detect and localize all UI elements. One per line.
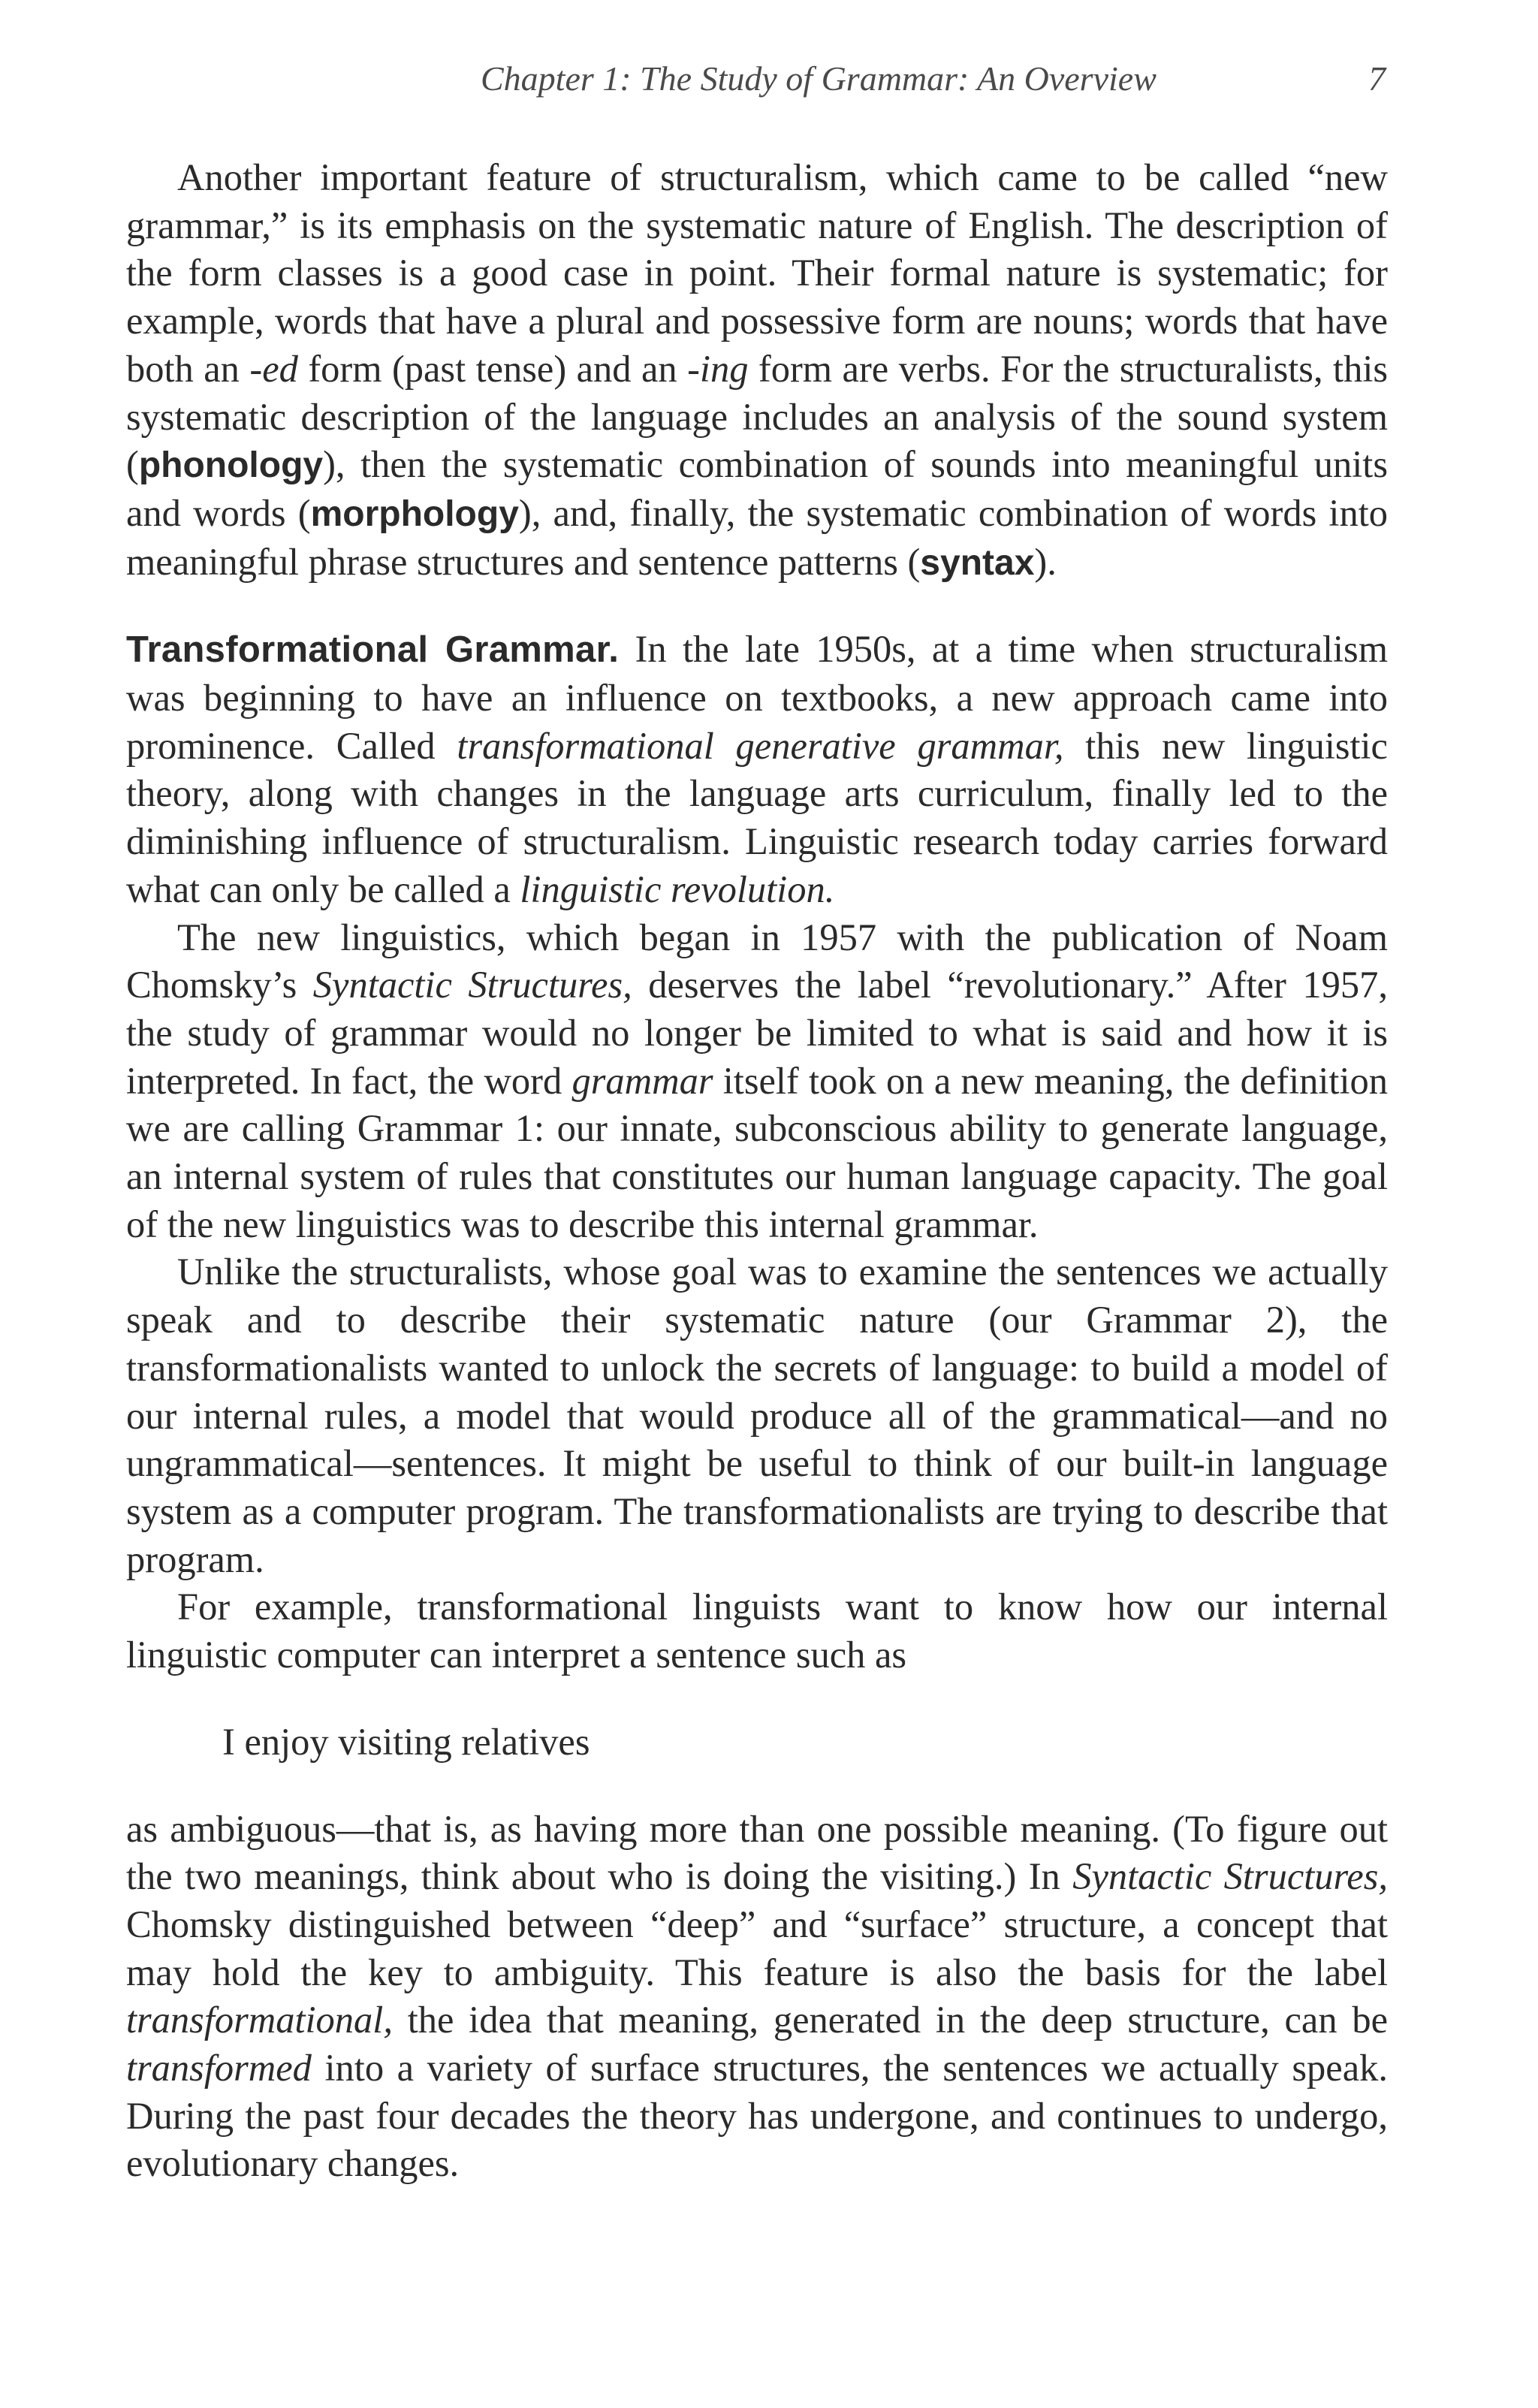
text-run: ), then the systematic combination of sounds into meaningful units and words ( (126, 443, 1388, 534)
text-run: ), and, finally, the systematic combination of words into meaningful phrase structures and sentence patterns ( (126, 491, 1388, 583)
paragraph-new-grammar (126, 154, 1388, 587)
body-text (126, 154, 1388, 2188)
text-run: The new linguistics, which began in 1957 with the publication of Noam Chomsky’s (126, 916, 1388, 1006)
italic-term-ed: -ed (249, 347, 298, 390)
paragraph-for-example: For example, transformational linguists want to know how our internal linguistic computer can interpret a sentence such as (126, 1586, 1388, 1676)
paragraph-ambiguous (126, 1806, 1388, 2189)
paragraph-transformational-grammar (126, 626, 1388, 913)
italic-term-ing: -ing (687, 347, 749, 390)
running-head-title: Chapter 1: The Study of Grammar: An Overview (481, 59, 1157, 98)
text-run: form are verbs. For the structuralists, this systematic description of the language includes an analysis of the sound system ( (126, 347, 1389, 486)
key-term-syntax: syntax (920, 542, 1035, 583)
italic-book-title: Syntactic Structures, (1072, 1855, 1388, 1898)
text-run: In the late 1950s, at a time when structuralism was beginning to have an influence on textbooks, a new approach came into prominence. Called (126, 628, 1388, 767)
text-run: into a variety of surface structures, the sentences we actually speak. During the past four decades the theory has undergone, and continues to undergo, evolutionary changes. (126, 2047, 1388, 2185)
page-number: 7 (1368, 59, 1386, 98)
text-run: ). (1034, 540, 1057, 583)
text-run: Another important feature of structuralism, which came to be called “new grammar,” is its emphasis on the systematic nature of English. The description of the form classes is a good case in point. Their formal nature is systematic; for example, words that have a plural and possessive form are nouns; words that have both an (126, 156, 1388, 390)
text-run: as ambiguous—that is, as having more than one possible meaning. (To figure out the two meanings, think about who is doing the visiting.) In (126, 1807, 1388, 1898)
example-sentence: I enjoy visiting relatives (222, 1720, 590, 1763)
key-term-morphology: morphology (310, 493, 519, 534)
italic-term: grammar (571, 1059, 713, 1102)
italic-term: transformational generative grammar, (457, 724, 1064, 767)
paragraph-new-linguistics (126, 914, 1388, 1249)
text-run: this new linguistic theory, along with changes in the language arts curriculum, finally led to the diminishing influence of structuralism. Linguistic research today carries forward what can only be called a (126, 724, 1388, 910)
text-run: deserves the label “revolutionary.” After 1957, the study of grammar would no longer be limited to what is said and how it is interpreted. In fact, the word (126, 964, 1388, 1102)
running-head (481, 59, 1386, 98)
text-run: the idea that meaning, generated in the deep structure, can be (392, 1999, 1388, 2041)
italic-book-title: Syntactic Structures, (312, 964, 632, 1006)
text-run: Chomsky distinguished between “deep” and “surface” structure, a concept that may hold the key to ambiguity. This feature is also the basis for the label (126, 1903, 1388, 1993)
text-run: form (past tense) and an (297, 347, 688, 390)
italic-term: transformational, (126, 1999, 393, 2041)
section-heading: Transformational Grammar. (126, 629, 620, 671)
key-term-phonology: phonology (138, 445, 324, 486)
text-run: itself took on a new meaning, the definition we are calling Grammar 1: our innate, subconscious ability to generate language, an internal system of rules that constitutes our human language capacity. The goal of the new linguistics was to describe this internal grammar. (126, 1059, 1388, 1245)
italic-term: linguistic revolution. (520, 868, 835, 910)
paragraph-structuralists: Unlike the structuralists, whose goal was to examine the sentences we actually speak and to describe their systematic nature (our Grammar 2), the transformationalists wanted to unlock the secrets of language: to build a model of our internal rules, a model that would produce all of the grammatical—and no ungrammatical—sentences. It might be useful to think of our built-in language system as a computer program. The transformationalists are trying to describe that program. (126, 1251, 1388, 1580)
italic-term: transformed (126, 2047, 312, 2090)
